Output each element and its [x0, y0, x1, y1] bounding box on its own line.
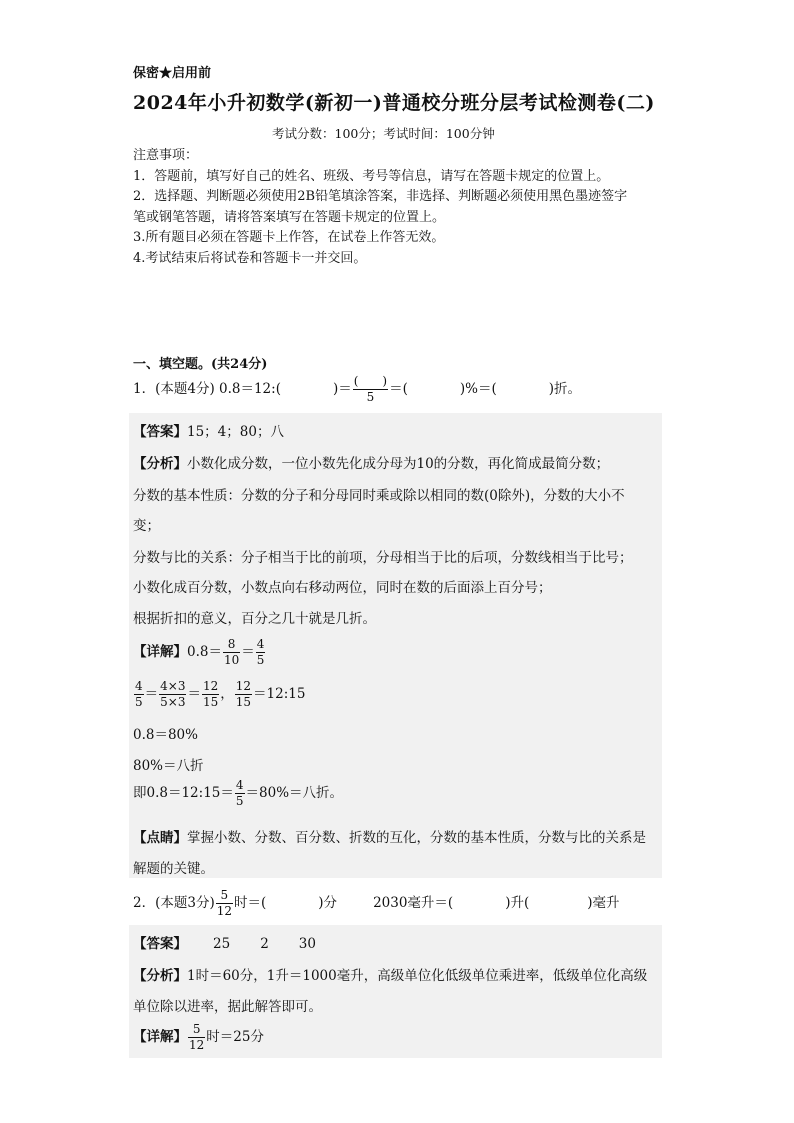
notes-heading: 注意事项： [133, 148, 199, 163]
note-line: 笔或钢笔答题，请将答案填写在答题卡规定的位置上。 [133, 209, 446, 225]
analysis-line: 【分析】1时＝60分，1升＝1000毫升，高级单位化低级单位乘进率，低级单位化高级 [133, 968, 648, 984]
note-line: 2．选择题、判断题必须使用2B铅笔填涂答案，非选择、判断题必须使用黑色墨迹签字 [133, 189, 628, 204]
analysis-line: 变； [133, 518, 160, 534]
detail-line-4: 80%＝八折 [133, 758, 204, 774]
point-line: 解题的关键。 [133, 861, 214, 877]
detail-line-5: 即0.8＝12:15＝ $\frac{4}{5}$ ＝80%＝八折。 [133, 778, 344, 808]
fraction-8-10: $\frac{8}{10}$ [223, 637, 240, 667]
note-line: 4.考试结束后将试卷和答题卡一并交回。 [133, 250, 367, 266]
analysis-line: 分数的基本性质：分数的分子和分母同时乘或除以相同的数(0除外)，分数的大小不 [133, 488, 625, 504]
fraction-5-12: $\frac{5}{12}$ [216, 888, 232, 918]
detail-line: 【详解】 $\frac{5}{12}$ 时＝25分 [133, 1022, 264, 1052]
analysis-line: 单位除以进率，据此解答即可。 [133, 999, 322, 1015]
fraction-4x3-5x3: $\frac{4\times 3}{5\times 3}$ [160, 679, 186, 709]
detail-line-2: $\frac{4}{5}$ ＝ $\frac{4\times 3}{5\times 3}$ ＝ $\frac{12}{15}$ ， $\frac{12}{15}$ ＝12:15 [135, 679, 306, 709]
answer-line: 【答案】 25 2 30 [133, 936, 316, 952]
detail-line-3: 0.8＝80% [133, 727, 198, 743]
fraction-blank-over-5: $\frac{( )}{5}$ [353, 374, 388, 404]
fraction-4-5: $\frac{4}{5}$ [235, 778, 244, 808]
notes-block [133, 146, 627, 269]
exam-info: 考试分数：100分；考试时间：100分钟 [272, 126, 495, 141]
page-title: 2024年小升初数学(新初一)普通校分班分层考试检测卷(二) [133, 92, 655, 114]
analysis-line: 根据折扣的意义，百分之几十就是几折。 [133, 611, 376, 627]
answer-line: 【答案】15；4；80；八 [133, 424, 284, 440]
question-1-stem: 1．(本题4分) 0.8＝12:( )＝ $\frac{( )}{5}$ ＝( )%＝( )折。 [133, 374, 582, 404]
analysis-line: 分数与比的关系：分子相当于比的前项，分母相当于比的后项，分数线相当于比号； [133, 550, 633, 566]
fraction-12-15: $\frac{12}{15}$ [202, 679, 219, 709]
note-line: 1．答题前，填写好自己的姓名、班级、考号等信息，请写在答题卡规定的位置上。 [133, 168, 610, 184]
analysis-line: 小数化成百分数，小数点向右移动两位，同时在数的后面添上百分号； [133, 580, 552, 596]
note-line: 3.所有题目必须在答题卡上作答，在试卷上作答无效。 [133, 230, 445, 245]
analysis-line: 【分析】小数化成分数，一位小数先化成分母为10的分数，再化简成最简分数； [133, 456, 610, 472]
point-line: 【点睛】掌握小数、分数、百分数、折数的互化，分数的基本性质，分数与比的关系是 [133, 830, 646, 846]
fraction-4-5: $\frac{4}{5}$ [256, 637, 265, 667]
section-heading: 一、填空题。(共24分) [133, 357, 268, 372]
secret-mark: 保密★启用前 [133, 66, 212, 81]
fraction-5-12: $\frac{5}{12}$ [189, 1022, 205, 1052]
fraction-12-15: $\frac{12}{15}$ [235, 679, 252, 709]
question-2-stem: 2．(本题3分) $\frac{5}{12}$ 时＝( )分 2030毫升＝( )升( )毫升 [133, 888, 620, 918]
fraction-4-5: $\frac{4}{5}$ [135, 679, 143, 709]
detail-line-1: 【详解】0.8＝ $\frac{8}{10}$ ＝ $\frac{4}{5}$ [133, 637, 265, 667]
